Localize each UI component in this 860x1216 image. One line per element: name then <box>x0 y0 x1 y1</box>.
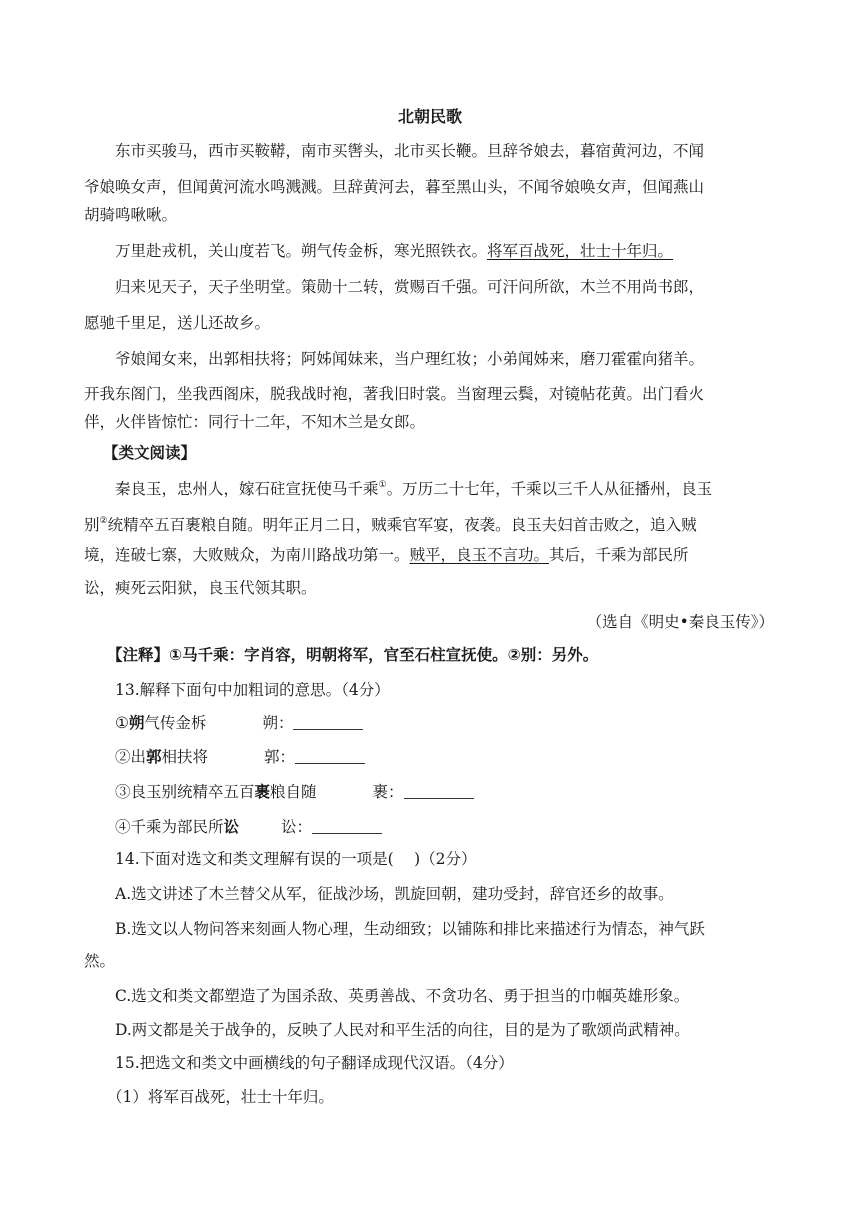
poem-line: 开我东阁门，坐我西阁床，脱我战时袍，著我旧时裳。当窗理云鬓，对镜帖花黄。出门看火 <box>84 385 705 403</box>
underlined-sentence: 将军百战死，壮士十年归。 <box>487 242 674 260</box>
option-d[interactable]: D.两文都是关于战争的，反映了人民对和平生活的向往，目的是为了歌颂尚武精神。 <box>115 1021 690 1039</box>
bold-word: 朔 <box>128 714 145 732</box>
question-14-stem: 14.下面对选文和类文理解有误的一项是( )（2分） <box>115 850 477 868</box>
answer-blank[interactable] <box>312 819 382 834</box>
option-b[interactable]: B.选文以人物问答来刻画人物心理，生动细致；以铺陈和排比来描述行为情态，神气跃 <box>115 920 705 938</box>
question-15-stem: 15.把选文和类文中画横线的句子翻译成现代汉语。（4分） <box>115 1054 514 1072</box>
question-15-item: （1）将军百战死，壮士十年归。 <box>107 1088 334 1106</box>
option-b-cont: 然。 <box>84 952 116 970</box>
notes: 【注释】①马千乘：字肖容，明朝将军，官至石柱宣抚使。②别：另外。 <box>107 646 599 664</box>
question-13-stem: 13.解释下面句中加粗词的意思。（4分） <box>115 681 390 699</box>
poem-line: 爷娘唤女声，但闻黄河流水鸣溅溅。旦辞黄河去，暮至黑山头，不闻爷娘唤女声，但闻燕山 <box>84 178 705 196</box>
poem-line: 愿驰千里足，送儿还故乡。 <box>84 314 271 332</box>
option-c[interactable]: C.选文和类文都塑造了为国杀敌、英勇善战、不贪功名、勇于担当的巾帼英雄形象。 <box>115 987 690 1005</box>
poem-line: 东市买骏马，西市买鞍鞯，南市买辔头，北市买长鞭。旦辞爷娘去，暮宿黄河边，不闻 <box>115 142 705 160</box>
answer-blank[interactable] <box>404 784 474 799</box>
question-13-item: ④千乘为部民所讼 讼： <box>115 817 382 837</box>
answer-blank[interactable] <box>293 715 363 730</box>
related-line: 境，连破七寨，大败贼众，为南川路战功第一。贼平，良玉不言功。其后，千乘为部民所 <box>84 546 689 564</box>
related-reading-heading: 【类文阅读】 <box>103 444 197 462</box>
poem-line: 伴，火伴皆惊忙：同行十二年，不知木兰是女郎。 <box>84 413 426 431</box>
related-line: 秦良玉，忠州人，嫁石砫宣抚使马千乘①。万历二十七年，千乘以三千人从征播州，良玉 <box>115 480 713 498</box>
poem-line: 胡骑鸣啾啾。 <box>84 206 178 224</box>
footnote-mark: ① <box>378 480 387 490</box>
option-a[interactable]: A.选文讲述了木兰替父从军，征战沙场，凯旋回朝，建功受封，辞官还乡的故事。 <box>115 885 674 903</box>
question-13-item: ②出郭相扶将 郭： <box>115 747 365 767</box>
poem-line: 爷娘闻女来，出郭相扶将；阿姊闻妹来，当户理红妆；小弟闻姊来，磨刀霍霍向猪羊。 <box>115 350 705 368</box>
poem-line: 归来见天子，天子坐明堂。策勋十二转，赏赐百千强。可汗问所欲，木兰不用尚书郎， <box>115 278 705 296</box>
poem-line <box>115 241 673 261</box>
bold-word: 裹 <box>254 783 271 801</box>
related-line: 讼，瘐死云阳狱，良玉代领其职。 <box>84 579 317 597</box>
question-13-item: ①朔气传金柝 朔： <box>115 713 363 733</box>
answer-blank[interactable] <box>295 749 365 764</box>
bold-word: 郭 <box>146 748 162 766</box>
footnote-mark: ② <box>99 516 108 526</box>
bold-word: 讼 <box>223 818 240 836</box>
related-line: 别②统精卒五百裹粮自随。明年正月二日，贼乘官军宴，夜袭。良玉夫妇首击败之，追入贼 <box>84 516 697 534</box>
poem-text: 万里赴戎机，关山度若飞。朔气传金柝，寒光照铁衣。 <box>115 242 488 260</box>
poem-title: 北朝民歌 <box>397 107 462 126</box>
question-13-item: ③良玉别统精卒五百裹粮自随 裹： <box>115 782 474 802</box>
source-citation: （选自《明史•秦良玉传》） <box>586 613 774 631</box>
underlined-sentence: 贼平，良玉不言功。 <box>409 546 550 564</box>
